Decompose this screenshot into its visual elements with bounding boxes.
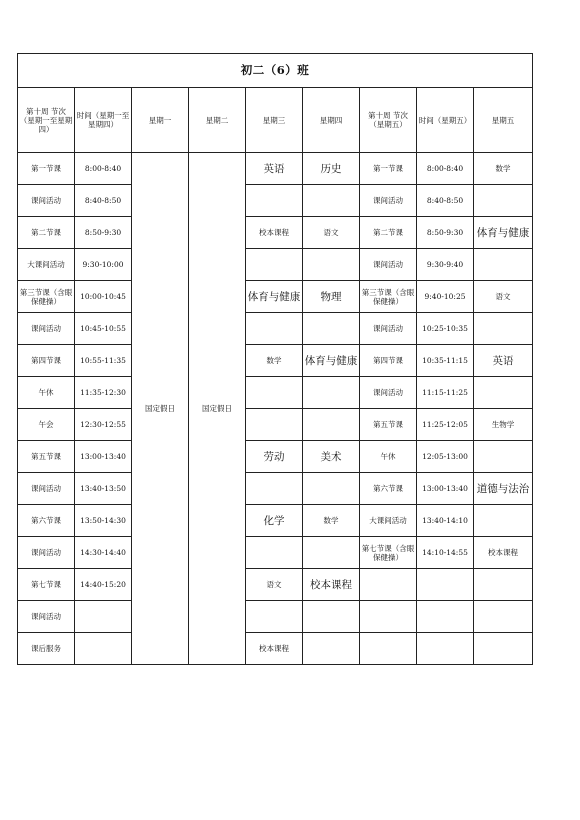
friday-time-cell — [417, 601, 474, 633]
thursday-subject-cell: 美术 — [303, 441, 360, 473]
header-row — [18, 88, 533, 153]
header-friday: 星期五 — [474, 88, 533, 153]
table-row — [18, 569, 533, 601]
friday-subject-cell — [474, 569, 533, 601]
header-monday: 星期一 — [132, 88, 189, 153]
friday-subject-cell — [474, 313, 533, 345]
table-row — [18, 409, 533, 441]
wednesday-subject-cell — [246, 313, 303, 345]
friday-period-cell: 课间活动 — [360, 185, 417, 217]
table-row — [18, 345, 533, 377]
table-row — [18, 441, 533, 473]
friday-period-cell: 第四节课 — [360, 345, 417, 377]
friday-time-cell: 10:25-10:35 — [417, 313, 474, 345]
friday-subject-cell: 道德与法治 — [474, 473, 533, 505]
friday-subject-cell: 生物学 — [474, 409, 533, 441]
time-cell: 13:40-13:50 — [75, 473, 132, 505]
wednesday-subject-cell — [246, 601, 303, 633]
table-row — [18, 313, 533, 345]
friday-time-cell: 8:40-8:50 — [417, 185, 474, 217]
wednesday-subject-cell: 体育与健康 — [246, 281, 303, 313]
time-cell — [75, 601, 132, 633]
wednesday-subject-cell — [246, 409, 303, 441]
time-cell: 8:40-8:50 — [75, 185, 132, 217]
time-cell: 8:50-9:30 — [75, 217, 132, 249]
friday-period-cell: 第六节课 — [360, 473, 417, 505]
friday-subject-cell — [474, 377, 533, 409]
table-row — [18, 377, 533, 409]
friday-period-cell: 第七节课（含眼保健操） — [360, 537, 417, 569]
time-cell: 13:00-13:40 — [75, 441, 132, 473]
table-row — [18, 473, 533, 505]
period-cell: 第四节课 — [18, 345, 75, 377]
friday-period-cell: 第五节课 — [360, 409, 417, 441]
table-row — [18, 537, 533, 569]
wednesday-subject-cell — [246, 473, 303, 505]
table-row — [18, 185, 533, 217]
thursday-subject-cell: 历史 — [303, 153, 360, 185]
period-cell: 第三节课（含眼保健操） — [18, 281, 75, 313]
thursday-subject-cell — [303, 409, 360, 441]
period-cell: 课后服务 — [18, 633, 75, 665]
time-cell: 14:30-14:40 — [75, 537, 132, 569]
friday-period-cell — [360, 569, 417, 601]
thursday-subject-cell — [303, 249, 360, 281]
time-cell: 10:45-10:55 — [75, 313, 132, 345]
friday-period-cell: 午休 — [360, 441, 417, 473]
wednesday-subject-cell — [246, 537, 303, 569]
wednesday-subject-cell: 劳动 — [246, 441, 303, 473]
period-cell: 课间活动 — [18, 473, 75, 505]
table-row — [18, 153, 533, 185]
monday-holiday-cell: 国定假日 — [132, 153, 189, 665]
friday-period-cell: 课间活动 — [360, 249, 417, 281]
thursday-subject-cell — [303, 473, 360, 505]
friday-subject-cell: 校本课程 — [474, 537, 533, 569]
friday-subject-cell: 语文 — [474, 281, 533, 313]
friday-time-cell: 9:40-10:25 — [417, 281, 474, 313]
thursday-subject-cell: 物理 — [303, 281, 360, 313]
period-cell: 第五节课 — [18, 441, 75, 473]
time-cell: 12:30-12:55 — [75, 409, 132, 441]
time-cell: 8:00-8:40 — [75, 153, 132, 185]
period-cell: 课间活动 — [18, 601, 75, 633]
header-tuesday: 星期二 — [189, 88, 246, 153]
thursday-subject-cell — [303, 313, 360, 345]
thursday-subject-cell — [303, 633, 360, 665]
period-cell: 第二节课 — [18, 217, 75, 249]
friday-time-cell — [417, 569, 474, 601]
wednesday-subject-cell: 校本课程 — [246, 633, 303, 665]
wednesday-subject-cell — [246, 185, 303, 217]
period-cell: 第七节课 — [18, 569, 75, 601]
wednesday-subject-cell: 化学 — [246, 505, 303, 537]
friday-subject-cell: 体育与健康 — [474, 217, 533, 249]
friday-time-cell: 13:00-13:40 — [417, 473, 474, 505]
friday-time-cell: 13:40-14:10 — [417, 505, 474, 537]
timetable — [17, 53, 533, 665]
thursday-subject-cell: 语文 — [303, 217, 360, 249]
table-row — [18, 281, 533, 313]
wednesday-subject-cell: 英语 — [246, 153, 303, 185]
table-row — [18, 249, 533, 281]
thursday-subject-cell — [303, 377, 360, 409]
wednesday-subject-cell: 语文 — [246, 569, 303, 601]
thursday-subject-cell: 体育与健康 — [303, 345, 360, 377]
friday-time-cell: 8:00-8:40 — [417, 153, 474, 185]
friday-subject-cell: 数学 — [474, 153, 533, 185]
friday-period-cell — [360, 633, 417, 665]
friday-time-cell: 11:15-11:25 — [417, 377, 474, 409]
table-row — [18, 633, 533, 665]
period-cell: 第一节课 — [18, 153, 75, 185]
friday-subject-cell — [474, 249, 533, 281]
friday-time-cell: 9:30-9:40 — [417, 249, 474, 281]
friday-period-cell: 第二节课 — [360, 217, 417, 249]
period-cell: 课间活动 — [18, 313, 75, 345]
wednesday-subject-cell: 校本课程 — [246, 217, 303, 249]
thursday-subject-cell — [303, 537, 360, 569]
time-cell: 9:30-10:00 — [75, 249, 132, 281]
friday-time-cell: 12:05-13:00 — [417, 441, 474, 473]
thursday-subject-cell: 数学 — [303, 505, 360, 537]
period-cell: 课间活动 — [18, 185, 75, 217]
header-time-mon-thu: 时间（星期一至星期四） — [75, 88, 132, 153]
header-wednesday: 星期三 — [246, 88, 303, 153]
thursday-subject-cell: 校本课程 — [303, 569, 360, 601]
header-period-mon-thu: 第十周 节次（星期一至星期四） — [18, 88, 75, 153]
period-cell: 午休 — [18, 377, 75, 409]
wednesday-subject-cell — [246, 377, 303, 409]
friday-time-cell: 10:35-11:15 — [417, 345, 474, 377]
thursday-subject-cell — [303, 601, 360, 633]
friday-subject-cell: 英语 — [474, 345, 533, 377]
tuesday-holiday-cell: 国定假日 — [189, 153, 246, 665]
friday-subject-cell — [474, 633, 533, 665]
time-cell: 14:40-15:20 — [75, 569, 132, 601]
friday-subject-cell — [474, 185, 533, 217]
time-cell: 11:35-12:30 — [75, 377, 132, 409]
wednesday-subject-cell — [246, 249, 303, 281]
friday-subject-cell — [474, 601, 533, 633]
friday-period-cell: 第一节课 — [360, 153, 417, 185]
friday-period-cell: 第三节课（含眼保健操） — [360, 281, 417, 313]
period-cell: 第六节课 — [18, 505, 75, 537]
friday-period-cell: 课间活动 — [360, 377, 417, 409]
friday-time-cell: 8:50-9:30 — [417, 217, 474, 249]
friday-time-cell — [417, 633, 474, 665]
time-cell: 10:00-10:45 — [75, 281, 132, 313]
friday-subject-cell — [474, 505, 533, 537]
period-cell: 午会 — [18, 409, 75, 441]
period-cell: 大课间活动 — [18, 249, 75, 281]
time-cell — [75, 633, 132, 665]
friday-time-cell: 14:10-14:55 — [417, 537, 474, 569]
friday-subject-cell — [474, 441, 533, 473]
table-row — [18, 505, 533, 537]
wednesday-subject-cell: 数学 — [246, 345, 303, 377]
timetable-title: 初二（6）班 — [18, 54, 533, 88]
time-cell: 10:55-11:35 — [75, 345, 132, 377]
header-thursday: 星期四 — [303, 88, 360, 153]
thursday-subject-cell — [303, 185, 360, 217]
table-row — [18, 217, 533, 249]
header-time-fri: 时间（星期五） — [417, 88, 474, 153]
friday-time-cell: 11:25-12:05 — [417, 409, 474, 441]
friday-period-cell: 大课间活动 — [360, 505, 417, 537]
time-cell: 13:50-14:30 — [75, 505, 132, 537]
friday-period-cell: 课间活动 — [360, 313, 417, 345]
header-period-fri: 第十周 节次（星期五） — [360, 88, 417, 153]
table-row — [18, 601, 533, 633]
friday-period-cell — [360, 601, 417, 633]
period-cell: 课间活动 — [18, 537, 75, 569]
